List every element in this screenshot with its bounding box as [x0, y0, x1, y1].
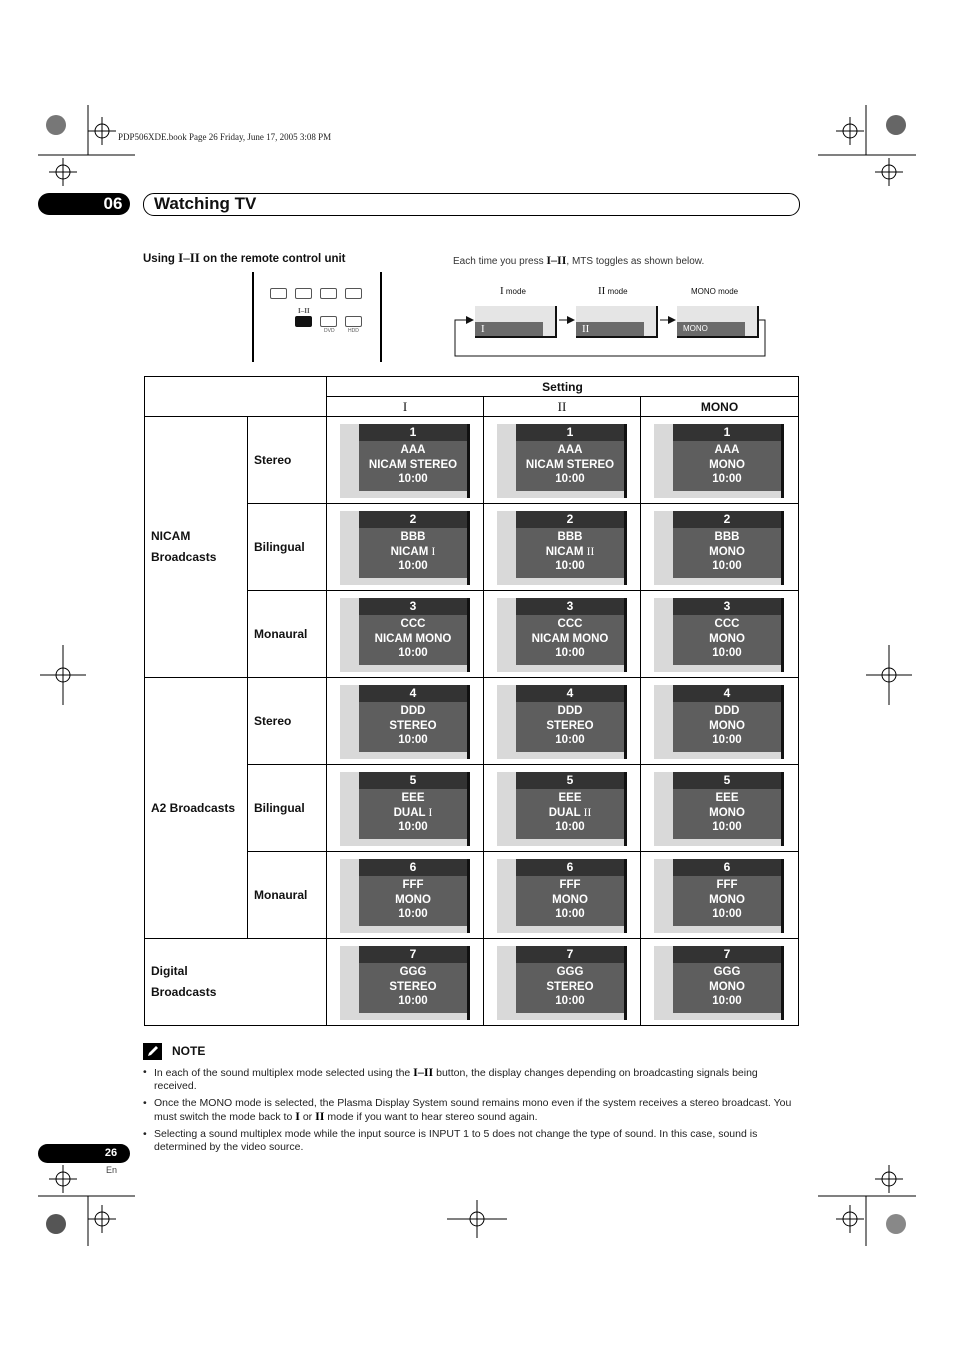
column-header: I [327, 397, 484, 417]
sound-mode: STEREO [546, 719, 594, 732]
sound-mode: NICAM I [390, 545, 436, 558]
channel-info [359, 963, 467, 1013]
display-cell [484, 939, 641, 1026]
channel-name: EEE [715, 792, 739, 804]
channel-number: 2 [673, 511, 781, 528]
display-cell [641, 417, 799, 504]
sound-mode: MONO [709, 893, 745, 906]
display-cell [327, 852, 484, 939]
channel-name: EEE [401, 792, 425, 804]
channel-number: 3 [673, 598, 781, 615]
display-cell [484, 678, 641, 765]
channel-info [673, 789, 781, 839]
channel-time: 10:00 [555, 908, 585, 920]
channel-name: AAA [557, 444, 583, 456]
display-cell [484, 765, 641, 852]
tv-screen-display [654, 511, 784, 585]
channel-time: 10:00 [398, 560, 428, 572]
channel-number: 4 [516, 685, 624, 702]
sound-mode: MONO [709, 806, 745, 819]
sound-mode: STEREO [389, 719, 437, 732]
sound-mode: STEREO [389, 980, 437, 993]
signal-type: Stereo [248, 678, 327, 765]
tv-screen-display [497, 946, 627, 1020]
channel-name: AAA [400, 444, 426, 456]
table-row [145, 939, 799, 1026]
channel-number: 6 [516, 859, 624, 876]
channel-number: 5 [359, 772, 467, 789]
channel-info [673, 702, 781, 752]
channel-name: GGG [556, 966, 584, 978]
note-title: NOTE [172, 1044, 206, 1058]
display-cell [327, 939, 484, 1026]
channel-time: 10:00 [555, 995, 585, 1007]
channel-number: 2 [359, 511, 467, 528]
channel-info [359, 528, 467, 578]
display-cell [484, 852, 641, 939]
broadcast-group: Digital Broadcasts [145, 939, 327, 1026]
channel-info [673, 528, 781, 578]
channel-time: 10:00 [398, 473, 428, 485]
channel-time: 10:00 [555, 821, 585, 833]
channel-name: FFF [716, 879, 738, 891]
tv-screen-display [654, 685, 784, 759]
tv-screen-display [654, 946, 784, 1020]
channel-number: 1 [516, 424, 624, 441]
channel-number: 7 [516, 946, 624, 963]
remote-dvd-label: DVD [324, 328, 335, 334]
display-cell [484, 504, 641, 591]
channel-time: 10:00 [712, 734, 742, 746]
channel-name: BBB [557, 531, 583, 543]
multiplex-symbol: I–II [178, 250, 200, 265]
mode-screen-mono: MONO [677, 306, 759, 338]
multiplex-symbol: I–II [546, 253, 567, 267]
broadcast-group: A2 Broadcasts [145, 678, 248, 939]
signal-type: Stereo [248, 417, 327, 504]
channel-number: 1 [673, 424, 781, 441]
sound-mode: MONO [552, 893, 588, 906]
tv-screen-display [340, 511, 470, 585]
tv-screen-display [654, 598, 784, 672]
channel-name: AAA [714, 444, 740, 456]
channel-time: 10:00 [555, 560, 585, 572]
mode-screen-i: I [475, 306, 557, 338]
channel-time: 10:00 [398, 995, 428, 1007]
channel-name: EEE [558, 792, 582, 804]
channel-name: GGG [713, 966, 741, 978]
tv-screen-display [497, 859, 627, 933]
mts-settings-table [144, 376, 799, 1026]
display-cell [484, 591, 641, 678]
channel-info [359, 615, 467, 665]
channel-time: 10:00 [398, 908, 428, 920]
channel-time: 10:00 [712, 821, 742, 833]
display-cell [641, 678, 799, 765]
sound-mode: MONO [709, 632, 745, 645]
channel-name: DDD [714, 705, 740, 717]
mode-label-i: I mode [500, 285, 526, 297]
column-header: II [484, 397, 641, 417]
mode-label-mono: MONO mode [691, 287, 739, 296]
channel-name: CCC [714, 618, 740, 630]
sound-mode: NICAM STEREO [525, 458, 615, 471]
channel-time: 10:00 [712, 560, 742, 572]
channel-info [516, 615, 624, 665]
channel-info [516, 528, 624, 578]
channel-time: 10:00 [555, 734, 585, 746]
note-item: • Once the MONO mode is selected, the Plasma Display System sound remains mono even if the system receives a stereo broadcast. You must switch the mode back to I or II mode if you want to hear stereo sound again. [143, 1097, 799, 1124]
note-pencil-icon [143, 1043, 162, 1060]
channel-name: BBB [714, 531, 740, 543]
column-header: MONO [641, 397, 799, 417]
channel-number: 4 [359, 685, 467, 702]
channel-number: 6 [359, 859, 467, 876]
sound-mode: MONO [395, 893, 431, 906]
channel-info [359, 876, 467, 926]
tv-screen-display [497, 685, 627, 759]
display-cell [484, 417, 641, 504]
remote-multiplex-label: I–II [298, 307, 310, 315]
display-cell [327, 591, 484, 678]
sound-mode: DUAL II [548, 806, 592, 819]
channel-number: 4 [673, 685, 781, 702]
table-row [145, 678, 799, 765]
channel-time: 10:00 [398, 821, 428, 833]
channel-info [516, 441, 624, 491]
display-cell [327, 417, 484, 504]
sound-mode: MONO [709, 545, 745, 558]
sound-mode: MONO [709, 980, 745, 993]
channel-time: 10:00 [712, 647, 742, 659]
sound-mode: MONO [709, 458, 745, 471]
channel-info [673, 441, 781, 491]
tv-screen-display [340, 946, 470, 1020]
broadcast-group: NICAM Broadcasts [145, 417, 248, 678]
display-cell [641, 591, 799, 678]
page-language: En [106, 1165, 118, 1175]
channel-info [359, 702, 467, 752]
channel-number: 7 [673, 946, 781, 963]
mode-label-ii: II mode [598, 285, 628, 297]
channel-name: GGG [399, 966, 427, 978]
channel-name: FFF [559, 879, 581, 891]
channel-number: 5 [516, 772, 624, 789]
channel-name: DDD [400, 705, 426, 717]
chapter-title: Watching TV [154, 194, 257, 213]
channel-info [673, 615, 781, 665]
display-cell [327, 504, 484, 591]
channel-number: 5 [673, 772, 781, 789]
tv-screen-display [497, 772, 627, 846]
sound-mode: MONO [709, 719, 745, 732]
chapter-number: 06 [103, 194, 123, 213]
display-cell [641, 504, 799, 591]
channel-name: DDD [557, 705, 583, 717]
note-item: • In each of the sound multiplex mode selected using the I–II button, the display changes depending on broadcasting signals being received. [143, 1066, 799, 1093]
section-heading: Using I–II on the remote control unit [143, 250, 346, 265]
tv-screen-display [497, 511, 627, 585]
tv-screen-display [654, 772, 784, 846]
channel-time: 10:00 [398, 647, 428, 659]
tv-screen-display [340, 424, 470, 498]
mode-screen-ii: II [576, 306, 658, 338]
channel-time: 10:00 [712, 473, 742, 485]
sound-mode: STEREO [546, 980, 594, 993]
remote-hdd-label: HDD [348, 328, 359, 334]
tv-screen-display [497, 598, 627, 672]
signal-type: Monaural [248, 591, 327, 678]
sound-mode: NICAM II [545, 545, 595, 558]
tv-screen-display [340, 685, 470, 759]
tv-screen-display [340, 772, 470, 846]
channel-time: 10:00 [712, 995, 742, 1007]
channel-name: FFF [402, 879, 424, 891]
setting-header: Setting [327, 377, 799, 397]
table-row [145, 417, 799, 504]
tv-screen-display [340, 598, 470, 672]
display-cell [641, 939, 799, 1026]
channel-info [359, 441, 467, 491]
sound-mode: NICAM STEREO [368, 458, 458, 471]
toggle-description: Each time you press I–II, MTS toggles as shown below. [453, 253, 705, 267]
display-cell [641, 765, 799, 852]
channel-name: CCC [400, 618, 426, 630]
channel-time: 10:00 [398, 734, 428, 746]
table-corner [145, 377, 327, 417]
channel-info [359, 789, 467, 839]
channel-name: BBB [400, 531, 426, 543]
channel-name: CCC [557, 618, 583, 630]
channel-number: 2 [516, 511, 624, 528]
channel-number: 7 [359, 946, 467, 963]
channel-info [516, 963, 624, 1013]
display-cell [641, 852, 799, 939]
sound-mode: DUAL I [393, 806, 433, 819]
tv-screen-display [497, 424, 627, 498]
note-list [143, 1066, 799, 1158]
channel-number: 1 [359, 424, 467, 441]
channel-number: 3 [516, 598, 624, 615]
signal-type: Bilingual [248, 504, 327, 591]
channel-number: 3 [359, 598, 467, 615]
display-cell [327, 678, 484, 765]
sound-mode: NICAM MONO [531, 632, 609, 645]
channel-time: 10:00 [555, 647, 585, 659]
channel-time: 10:00 [712, 908, 742, 920]
channel-number: 6 [673, 859, 781, 876]
page-number: 26 [104, 1147, 118, 1159]
note-item: • Selecting a sound multiplex mode while the input source is INPUT 1 to 5 does not change the type of sound. In this case, sound is determined by the video source. [143, 1128, 799, 1154]
signal-type: Monaural [248, 852, 327, 939]
sound-mode: NICAM MONO [374, 632, 452, 645]
channel-info [673, 963, 781, 1013]
channel-info [673, 876, 781, 926]
signal-type: Bilingual [248, 765, 327, 852]
tv-screen-display [340, 859, 470, 933]
channel-info [516, 702, 624, 752]
book-file-info: PDP506XDE.book Page 26 Friday, June 17, 2005 3:08 PM [118, 132, 332, 142]
tv-screen-display [654, 424, 784, 498]
channel-info [516, 789, 624, 839]
tv-screen-display [654, 859, 784, 933]
channel-time: 10:00 [555, 473, 585, 485]
channel-info [516, 876, 624, 926]
display-cell [327, 765, 484, 852]
